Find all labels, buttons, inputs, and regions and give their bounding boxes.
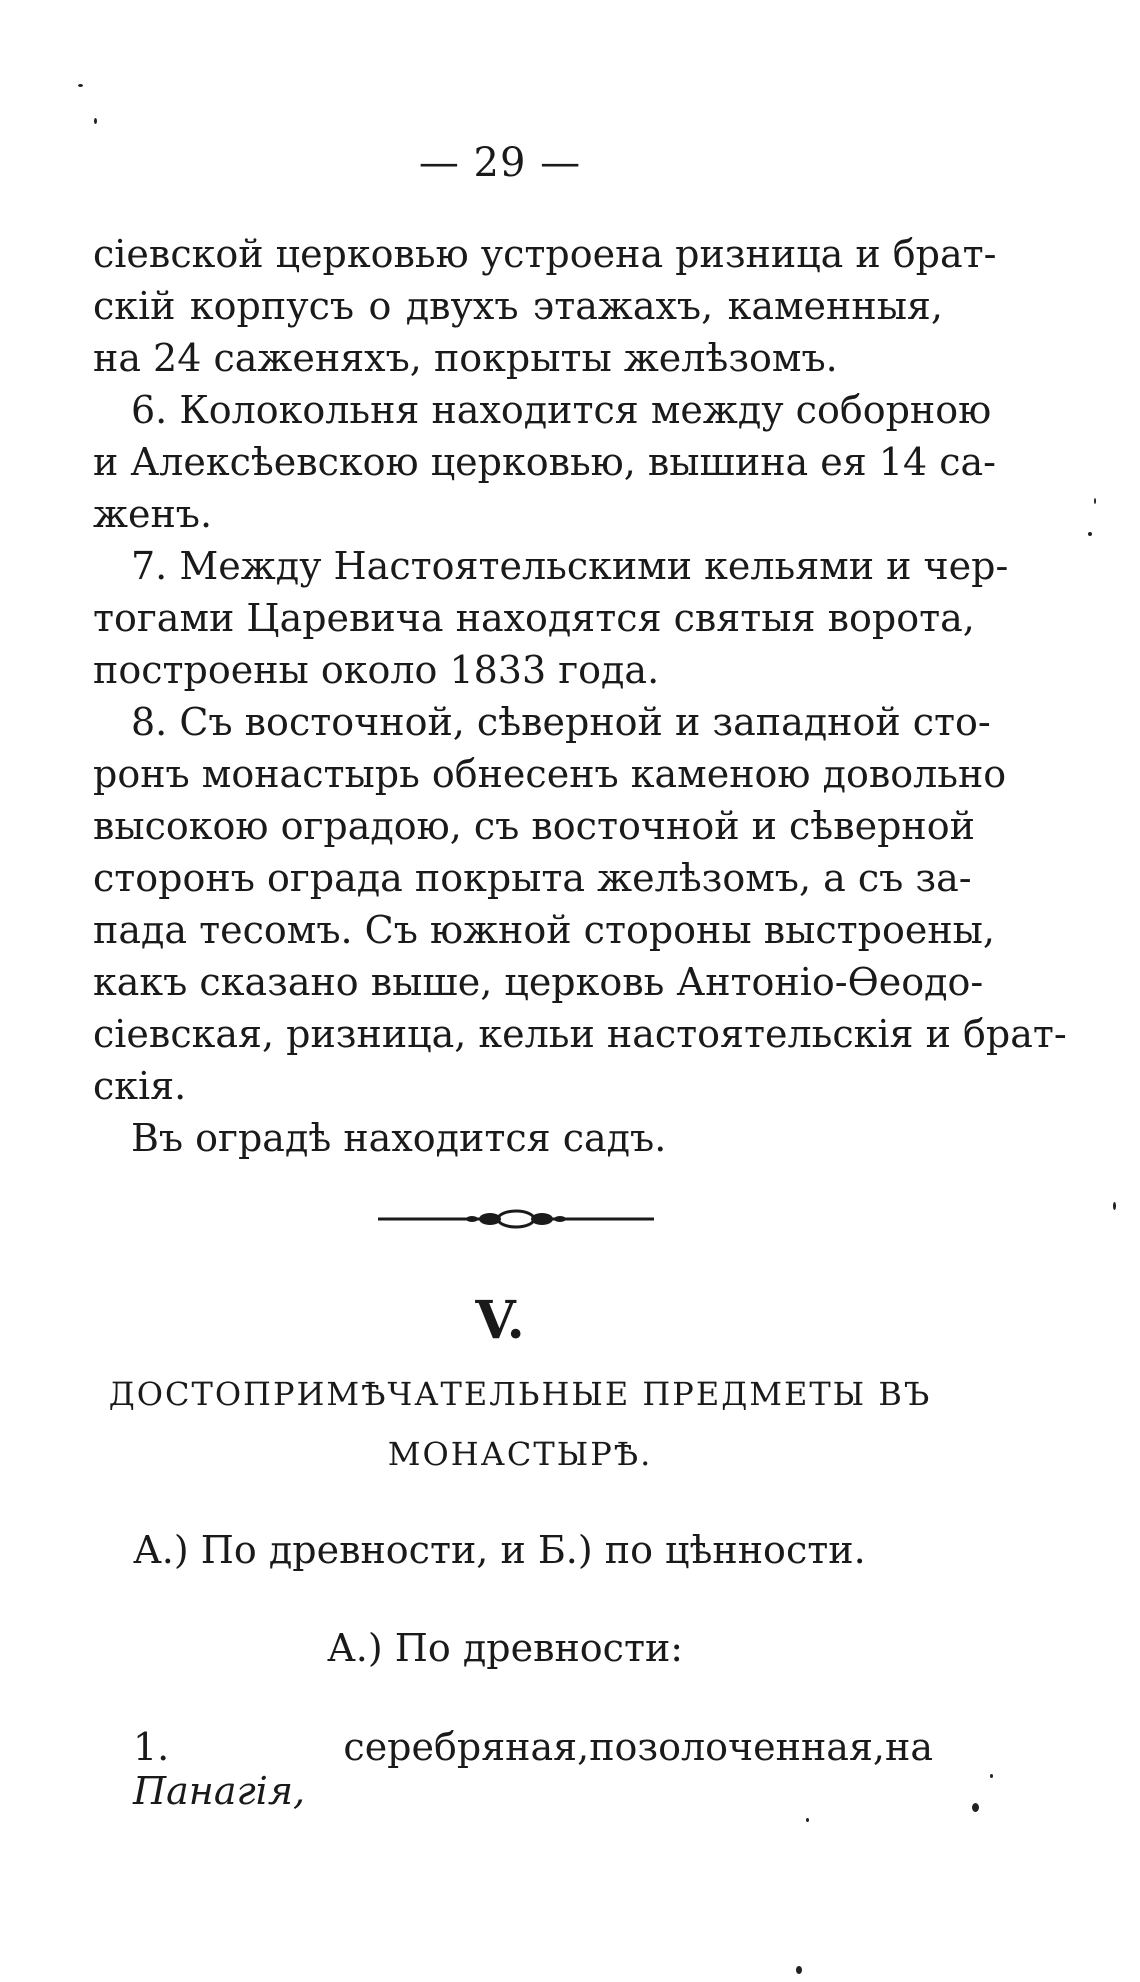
paragraph-item-7	[93, 540, 1009, 696]
text-line: скій корпусъ о двухъ этажахъ, каменныя,	[93, 284, 943, 328]
ink-speck	[990, 1774, 993, 1778]
text-line: Въ оградѣ находится садъ.	[131, 1116, 667, 1160]
body-text	[93, 228, 1067, 1164]
paragraph-item-6	[93, 384, 997, 540]
text-line: ронъ монастырь обнесенъ каменою довольно	[93, 752, 1007, 796]
ornament-divider	[378, 1205, 654, 1233]
section-subtitle: А.) По древности, и Б.) по цѣнности.	[133, 1528, 866, 1572]
ink-speck	[94, 118, 97, 124]
ink-speck	[1094, 498, 1096, 504]
item-word: серебряная,	[343, 1725, 590, 1769]
ink-speck	[78, 84, 83, 87]
item-word: позолоченная,	[589, 1725, 886, 1769]
ink-speck	[972, 1803, 979, 1812]
text-line: на 24 саженяхъ, покрыты желѣзомъ.	[93, 336, 838, 380]
item-number: 1.	[133, 1725, 170, 1769]
text-line: 6. Колокольня находится между соборною	[131, 388, 992, 432]
section-number: V.	[475, 1290, 525, 1351]
list-item	[133, 1725, 933, 1813]
text-line: женъ.	[93, 492, 213, 536]
text-line: какъ сказано выше, церковь Антоніо-Ѳеодо-	[93, 960, 984, 1004]
page-number: — 29 —	[418, 140, 582, 186]
ink-speck	[806, 1818, 809, 1822]
section-title-line: МОНАСТЫРѢ.	[387, 1435, 653, 1473]
ink-speck	[1113, 1202, 1116, 1210]
item-word: на	[885, 1725, 933, 1769]
text-line: тогами Царевича находятся святыя ворота,	[93, 596, 975, 640]
text-line: сторонъ ограда покрыта желѣзомъ, а съ за-	[93, 856, 972, 900]
text-line: сіевская, ризница, кельи настоятельскія и брат-	[93, 1012, 1067, 1056]
text-line: высокою оградою, съ восточной и сѣверной	[93, 804, 975, 848]
text-line: 8. Съ восточной, сѣверной и западной сто-	[131, 700, 991, 744]
subheading: А.) По древности:	[327, 1626, 684, 1670]
paragraph-item-8	[93, 696, 1067, 1112]
ink-speck	[1088, 532, 1092, 536]
text-line: пада тесомъ. Съ южной стороны выстроены,	[93, 908, 995, 952]
text-line: построены около 1833 года.	[93, 648, 660, 692]
text-line: 7. Между Настоятельскими кельями и чер-	[131, 544, 1009, 588]
text-line: сіевской церковью устроена ризница и брат-	[93, 232, 997, 276]
item-name: Панагія,	[133, 1769, 306, 1813]
text-line: скія.	[93, 1064, 187, 1108]
text-line: и Алексѣевскою церковью, вышина ея 14 са-	[93, 440, 997, 484]
item-lead	[133, 1725, 343, 1813]
ink-speck	[796, 1966, 802, 1974]
paragraph-continuation	[93, 228, 997, 384]
section-title-line: ДОСТОПРИМѢЧАТЕЛЬНЫЕ ПРЕДМЕТЫ ВЪ	[108, 1375, 932, 1413]
paragraph-garden	[93, 1112, 943, 1164]
